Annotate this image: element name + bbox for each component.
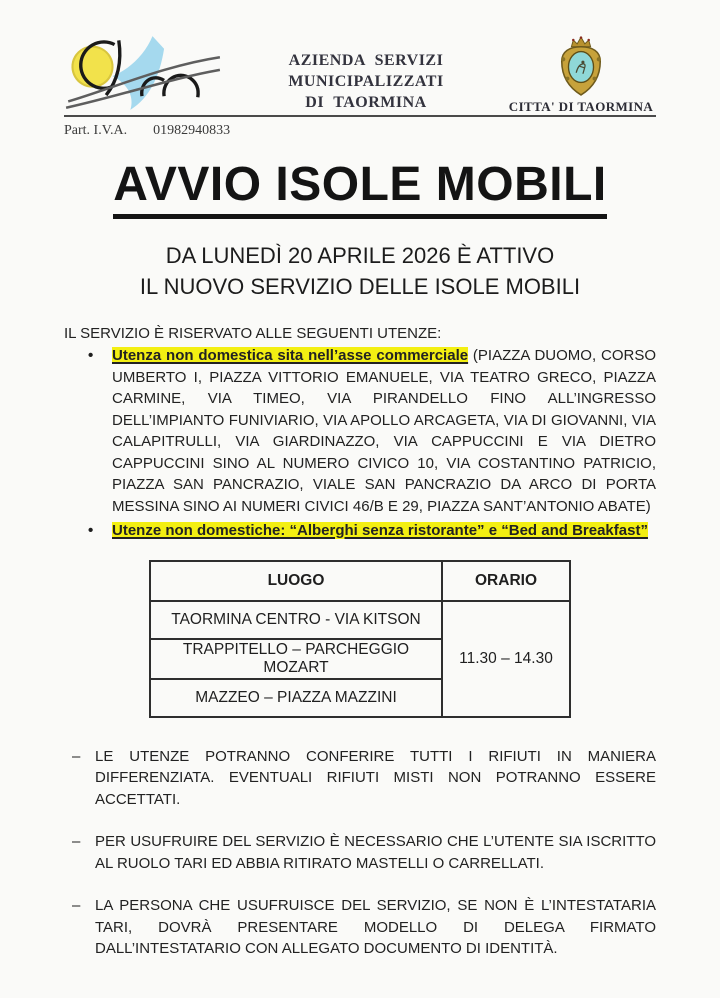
location-cell: TRAPPITELLO – PARCHEGGIO MOZART	[150, 639, 442, 679]
item-text	[112, 520, 656, 542]
list-item	[64, 520, 656, 542]
org-name	[226, 36, 506, 113]
table-header-row	[150, 561, 570, 601]
notes-list	[64, 746, 656, 960]
highlighted-text: Utenze non domestiche: “Alberghi senza ristorante” e “Bed and Breakfast”	[112, 522, 648, 539]
highlighted-text: Utenza non domestica sita nell’asse commerciale	[112, 347, 469, 364]
taormina-coat-of-arms	[555, 36, 607, 98]
header	[64, 36, 656, 114]
asm-logo-graphic	[64, 36, 222, 110]
asm-logo	[64, 36, 226, 115]
table-row	[150, 601, 570, 639]
subtitle	[64, 240, 656, 302]
location-cell: TAORMINA CENTRO - VIA KITSON	[150, 601, 442, 639]
location-cell: MAZZEO – PIAZZA MAZZINI	[150, 679, 442, 717]
vat-line	[64, 123, 656, 139]
note-item	[64, 895, 656, 960]
city-name: CITTA' DI TAORMINA	[508, 99, 654, 114]
list-item	[64, 345, 656, 517]
header-divider	[64, 115, 656, 117]
subtitle-line1: DA LUNEDÌ 20 APRILE 2026 È ATTIVO	[165, 243, 555, 268]
vat-label: Part. I.V.A.	[64, 123, 128, 138]
city-emblem-block	[506, 36, 656, 115]
column-header-orario: ORARIO	[442, 561, 570, 601]
item-text	[112, 345, 656, 517]
orario-cell: 11.30 – 14.30	[442, 601, 570, 717]
bullet-icon: •	[88, 522, 94, 539]
dash-icon: –	[72, 833, 81, 850]
bullet-icon: •	[88, 347, 94, 364]
note-text: LE UTENZE POTRANNO CONFERIRE TUTTI I RIFIUTI IN MANIERA DIFFERENZIATA. EVENTUALI RIFIUTI MISTI NON POTRANNO ESSERE ACCETTATI.	[95, 747, 656, 808]
org-name-line2: DI TAORMINA	[305, 94, 427, 111]
dash-icon: –	[72, 747, 81, 765]
note-item	[64, 746, 656, 811]
item-rest-text: (PIAZZA DUOMO, CORSO UMBERTO I, PIAZZA VITTORIO EMANUELE, VIA TEATRO GRECO, PIAZZA CARMINE, VIA TIMEO, VIA PIRANDELLO FINO ALL’INGRESSO DELL’IMPIANTO FUNIVIARIO, VIA APOLLO ARCAGETA, VIA DI GIOVANNI, VIA CALAPITRULLI, VIA GIARDINAZZO, VIA CAPPUCCINI E VIA DIETRO CAPPUCCINI SINO AL NUMERO CIVICO 10, VIA COSTANTINO PATRICIO, PIAZZA SAN PANCRAZIO, VIALE SAN PANCRAZIO DA ARCO DI PORTA MESSINA SINO AI NUMERI CIVICI 46/B E 29, PIAZZA SANT’ANTONIO ABATE)	[112, 347, 656, 515]
org-name-line1: AZIENDA SERVIZI MUNICIPALIZZATI	[288, 52, 444, 90]
subtitle-line2: IL NUOVO SERVIZIO DELLE ISOLE MOBILI	[139, 274, 581, 299]
schedule-table	[149, 560, 571, 718]
page-title: AVVIO ISOLE MOBILI	[113, 159, 606, 219]
intro-text: IL SERVIZIO È RISERVATO ALLE SEGUENTI UTENZE:	[64, 325, 442, 342]
utenze-list	[64, 345, 656, 542]
dash-icon: –	[72, 897, 81, 914]
column-header-luogo: LUOGO	[150, 561, 442, 601]
note-item	[64, 831, 656, 874]
note-text: PER USUFRUIRE DEL SERVIZIO È NECESSARIO CHE L’UTENTE SIA ISCRITTO AL RUOLO TARI ED ABBIA RITIRATO MASTELLI O CARRELLATI.	[95, 833, 656, 872]
vat-number: 01982940833	[153, 123, 231, 138]
note-text: LA PERSONA CHE USUFRUISCE DEL SERVIZIO, SE NON È L’INTESTATARIA TARI, DOVRÀ PRESENTARE MODELLO DI DELEGA FIRMATO DALL’INTESTATARIO CON ALLEGATO DOCUMENTO DI IDENTITÀ.	[95, 897, 656, 957]
